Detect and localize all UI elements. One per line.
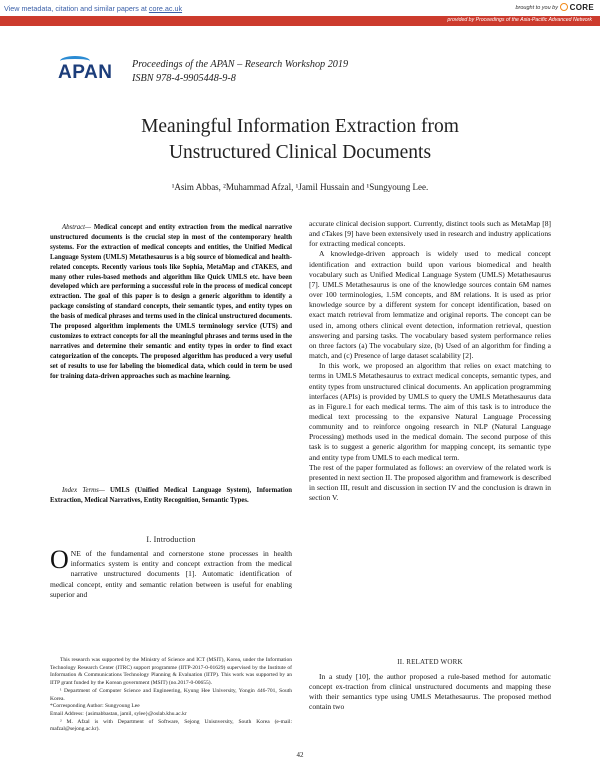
related-work-heading: II. RELATED WORK	[397, 658, 463, 666]
dropcap: O	[50, 545, 69, 574]
footnotes	[50, 657, 292, 734]
affiliation-note-2: ² M. Afzal is with Department of Software, Sejong Unisnversity, South Korea (e-mail: mafzal@sejong.ac.kr).	[50, 718, 292, 733]
page-number: 42	[296, 751, 304, 759]
provided-by-text: provided by Proceedings of the Asia-Pacific Advanced Network	[447, 17, 592, 23]
index-terms: Index Terms— UMLS (Unified Medical Language System), Information Extraction, Medical Narratives, Entity Recognition, Semantic Types.	[50, 487, 292, 504]
brought-by-label: brought to you by	[515, 5, 558, 11]
paragraph: In this work, we proposed an algorithm that relies on exact matching to terms in UMLS Metathesaurus to extract medical concepts, semantic types, and entity types from unstructured clinical documents. An application programming interfaces (APIs) is provided by UMLS to query the UMLS Metathesaurus data as in Figure.1 for each medical terms. The aim of this task is to introduce the medical text processing to the expansive Natural Language Processing community and to reinforce ongoing research in NLP (Natural Language Processing) methods used in the medical domain. The second purpose of this task is to suggest a generic algorithm for mapping concept, its semantic type and entity type from UMLS to each medical term.	[309, 361, 551, 462]
proceedings-title: Proceedings of the APAN – Research Workshop 2019	[132, 59, 349, 70]
view-metadata-link[interactable]: View metadata, citation and similar papers at core.ac.uk	[4, 4, 183, 13]
funding-note: This research was supported by the Ministry of Science and ICT (MSIT), Korea, under the Information Technology Research Center (ITRC) support programme (IITP-2017-0-01629) supervised by the Institute of Information & Communications Technology Planning & Evaluation (IITP). This work was supported by an IITP grant funded by the Korean government (MSIT) (no.2017-0-00655).	[50, 657, 292, 687]
isbn: ISBN 978-4-9905448-9-8	[132, 73, 236, 84]
related-work-text	[309, 672, 551, 713]
paragraph: The rest of the paper formulated as follows: an overview of the related work is presented in next section II. The proposed algorithm and framework is described in section III, result and discussion in section IV and the conclusion is drawn in section V.	[309, 462, 551, 503]
introduction-heading: I. Introduction	[146, 535, 196, 544]
corresponding-author: *Corresponding Author: Sungyoung Lee	[50, 703, 140, 710]
core-icon	[560, 3, 568, 11]
paragraph: accurate clinical decision support. Currently, distinct tools such as MetaMap [8] and cTakes [9] have been extensively used in research and industry applications for extracting medical concepts.	[309, 219, 551, 249]
email-note: Email Address: {asimabbastan, jamil, sylee}@oslab.khu.ac.kr	[50, 710, 187, 717]
right-column-body	[309, 219, 551, 503]
introduction-text: ONE of the fundamental and cornerstone stone processes in health informatics system is entity and concept extraction from the medical narrative unstructured documents [1]. Automatic identification of medical concept, entity and semantic relation between is useful for enabling superior and	[50, 545, 292, 599]
authors: ¹Asim Abbas, ²Muhammad Afzal, ¹Jamil Hussain and ¹Sungyoung Lee.	[171, 182, 429, 192]
proceedings-header	[132, 58, 348, 86]
core-logo[interactable]: CORE	[560, 3, 594, 12]
abstract-label: Abstract—	[62, 224, 92, 231]
abstract: Abstract— Medical concept and entity extraction from the medical narrative unstructured documents is the crucial step in most of the contemporary health systems. For the extraction of medical concepts and entities, the Unified Medical Language System (UMLS) Metathesaurus is a big source of biomedical and health-related concepts. Recently various tools like Sophia, MetaMap and cTAKES, and many other rules-based methods and algorithm like Quick UMLS etc. have been developed which are performing a successful role in the process of medical concept extraction. The goal of this paper is to design a generic algorithm to identify a package consisting of standard concepts, their semantic types, and entity types on the basis of medical phrases and terms used in the clinical unstructured documents. The proposed algorithm implements the UMLS terminology service (UTS) and customizes to extract concepts for all the meaningful phrases and terms used in the narratives and determine their semantic and entity types in order to find exact categorization of the concepts. The proposed algorithm has produced a very useful set of results to use for labeling the biomedical data, which could in term be used for training data-driven approaches such as machine learning.	[50, 224, 292, 380]
affiliation-note-1: ¹ Department of Computer Science and Engineering, Kyung Hee University, Yongin 446-701, South Korea.	[50, 687, 292, 702]
apan-logo: APAN	[58, 62, 124, 84]
provider-banner	[0, 16, 600, 26]
paragraph: A knowledge-driven approach is widely used to medical concept identification and extraction build upon various biomedical and health vocabulary such as Unified Medical Language System (UMLS) Metathesaurus [7]. UMLS Metathesaurus is one of the knowledge sources contain 6M names over 100 terminologies, 1.5M concepts, and 8M relations. It is used as prior knowledge source by a different system for concept identification, based on exact match retrieval from lemmatize and original reports. The concept can be used in, among others clinical event detection, information retrieval, question answering and parsing tasks. The vocabulary based system performance relies on three factors (a) The vocabulary size, (b) Used of an algorithm for finding a match, and (c) Presence of large dataset scalability [2].	[309, 249, 551, 361]
paper-title: Meaningful Information Extraction from Unstructured Clinical Documents	[141, 116, 459, 163]
index-terms-label: Index Terms—	[62, 487, 105, 494]
paragraph: In a study [10], the author proposed a rule-based method for automatic concept ex-traction from clinical unstructured documents and mapping these with their semantics type using UMLS Metathesaurus. The proposed method contain two	[309, 672, 551, 712]
